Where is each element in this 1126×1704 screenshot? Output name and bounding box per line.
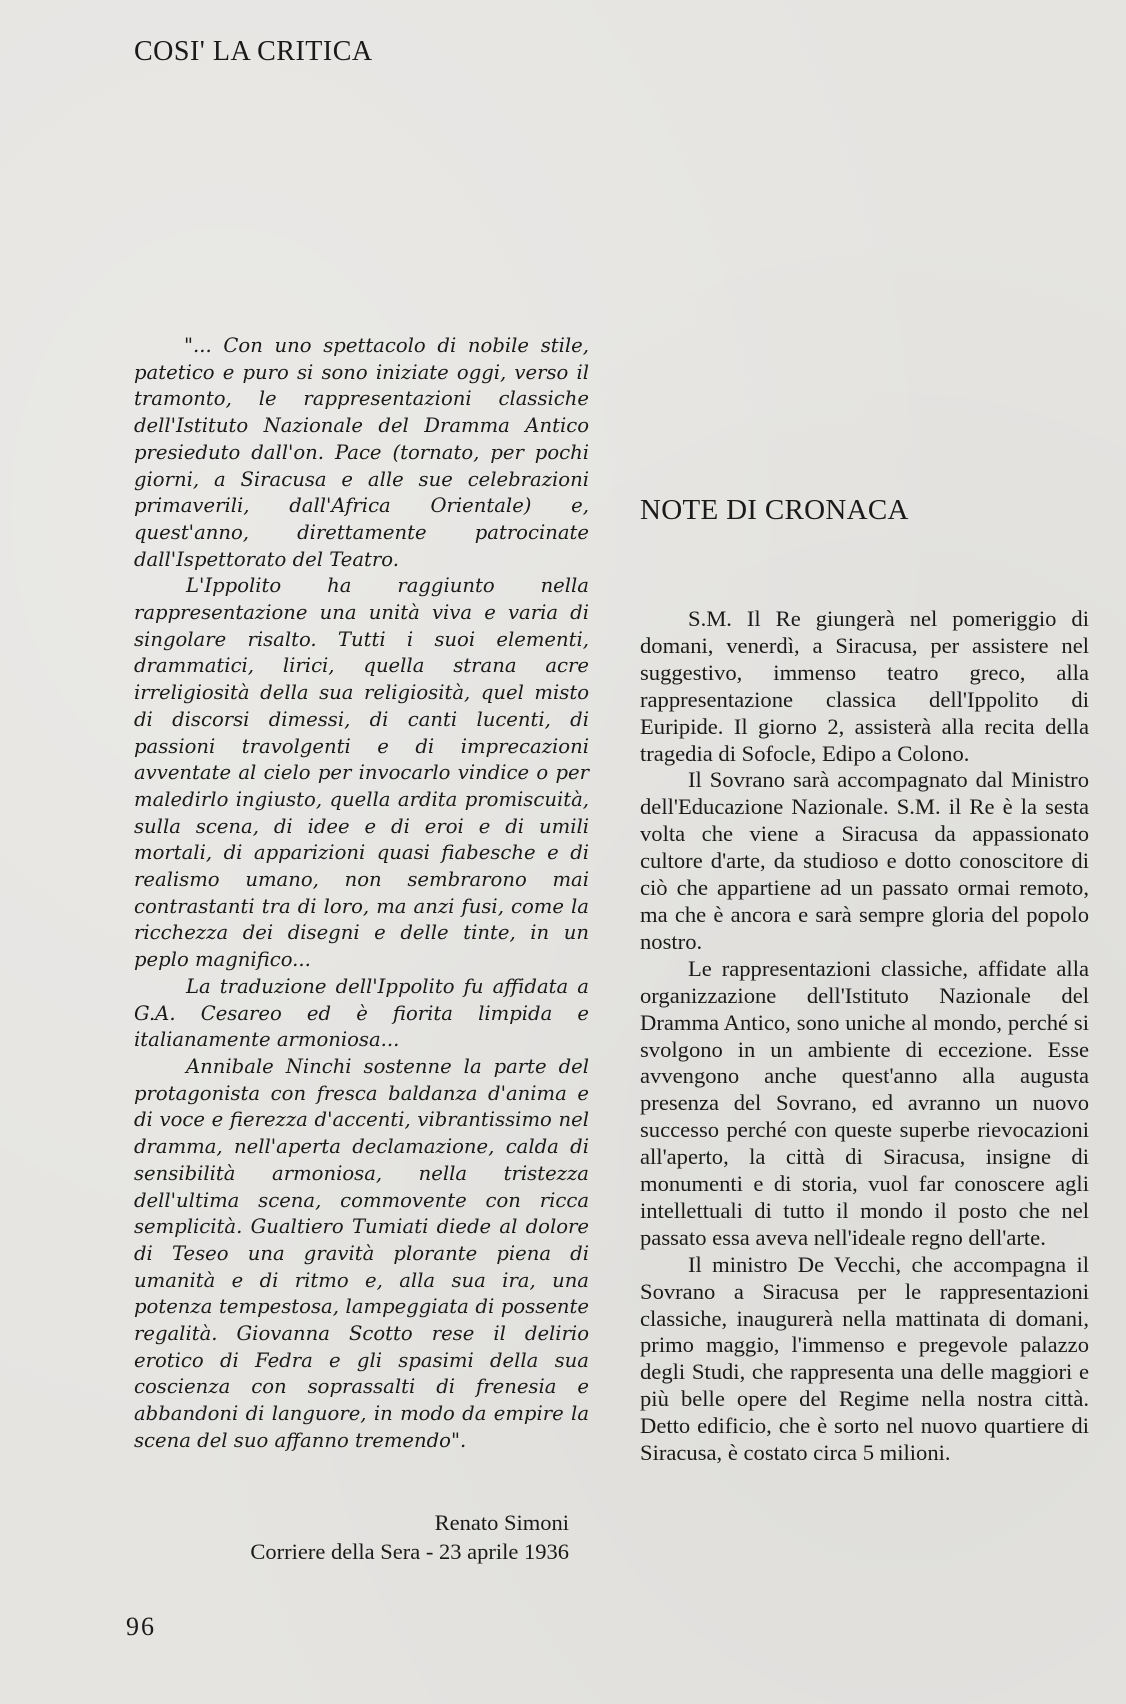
notes-paragraph: Il Sovrano sarà accompagnato dal Ministro dell'Educazione Nazionale. S.M. il Re è la sesta volta che viene a Siracusa da appassionato cultore d'arte, da studioso e dotto conoscitore di ciò che appartiene ad un passato ormai remoto, ma che è ancora e sarà sempre gloria del popolo nostro.: [640, 767, 1089, 954]
quote-paragraph: "... Con uno spettacolo di nobile stile, patetico e puro si sono iniziate oggi, verso il tramonto, le rappresentazioni classiche dell'Istituto Nazionale del Dramma Antico presieduto dall'on. Pace (tornato, per pochi giorni, a Siracusa e alle sue celebrazioni primaverili, dall'Africa Orientale) e, quest'anno, direttamente patrocinate dall'Ispettorato del Teatro.: [134, 334, 589, 571]
quote-source: Corriere della Sera - 23 aprile 1936: [250, 1539, 569, 1564]
quote-paragraph: L'Ippolito ha raggiunto nella rappresentazione una unità viva e varia di singolare risalto. Tutti i suoi elementi, drammatici, lirici, quella strana acre irreligiosità della sua religiosità, quel misto di discorsi dimessi, di canti lucenti, di passioni travolgenti e di imprecazioni avventate al cielo per invocarlo vindice o per maledirlo ingiusto, quella ardita promiscuità, sulla scena, di idee e di eroi e di umili mortali, di apparizioni quasi fiabesche e di realismo umano, non sembrarono mai contrastanti tra di loro, ma anzi fusi, come la ricchezza dei disegni e delle tinte, in un peplo magnifico...: [134, 574, 589, 972]
notes-body: [640, 606, 1089, 1467]
quote-paragraph: Annibale Ninchi sostenne la parte del protagonista con fresca baldanza d'anima e di voce e fierezza d'accenti, vibrantissimo nel dramma, nell'aperta declamazione, calda di sensibilità armoniosa, nella tristezza dell'ultima scena, commovente con ricca semplicità. Gualtiero Tumiati diede al dolore di Teseo una gravità plorante piena di umanità e di ritmo e, alla sua ira, una potenza tempestosa, lampeggiata di possente regalità. Giovanna Scotto rese il delirio erotico di Fedra e gli spasimi della sua coscienza con soprassalti di frenesia e abbandoni di languore, in modo da empire la scena del suo affanno tremendo".: [134, 1054, 589, 1452]
notes-paragraph: Il ministro De Vecchi, che accompagna il Sovrano a Siracusa per le rappresentazioni classiche, inaugurerà nella mattinata di domani, primo maggio, l'immenso e pregevole palazzo degli Studi, che rappresenta una delle maggiori e più belle opere del Regime nella nostra città. Detto edificio, che è sorto nel nuovo quartiere di Siracusa, è costato circa 5 milioni.: [640, 1251, 1089, 1466]
critic-quote: [134, 333, 589, 1455]
page-number: 96: [126, 1612, 156, 1641]
quote-attribution: [134, 1508, 569, 1566]
notes-paragraph: Le rappresentazioni classiche, affidate alla organizzazione dell'Istituto Nazionale del Dramma Antico, sono uniche al mondo, perché si svolgono in un ambiente di eccezione. Esse avvengono anche quest'anno alla augusta presenza del Sovrano, ed avranno un nuovo successo perché con queste superbe rievocazioni all'aperto, la città di Siracusa, insigne di monumenti e di storia, vuol far conoscere agli intellettuali di tutto il mondo il posto che nel passato essa aveva nell'ideale regno dell'arte.: [640, 955, 1089, 1250]
notes-paragraph: S.M. Il Re giungerà nel pomeriggio di domani, venerdì, a Siracusa, per assistere nel suggestivo, immenso teatro greco, alla rappresentazione classica dell'Ippolito di Euripide. Il giorno 2, assisterà alla recita della tragedia di Sofocle, Edipo a Colono.: [640, 606, 1089, 766]
quote-paragraph: La traduzione dell'Ippolito fu affidata a G.A. Cesareo ed è fiorita limpida e italianamente armoniosa...: [134, 974, 589, 1052]
notes-title: NOTE DI CRONACA: [640, 494, 909, 526]
running-head: COSI' LA CRITICA: [134, 36, 373, 67]
quote-author: Renato Simoni: [434, 1510, 569, 1535]
